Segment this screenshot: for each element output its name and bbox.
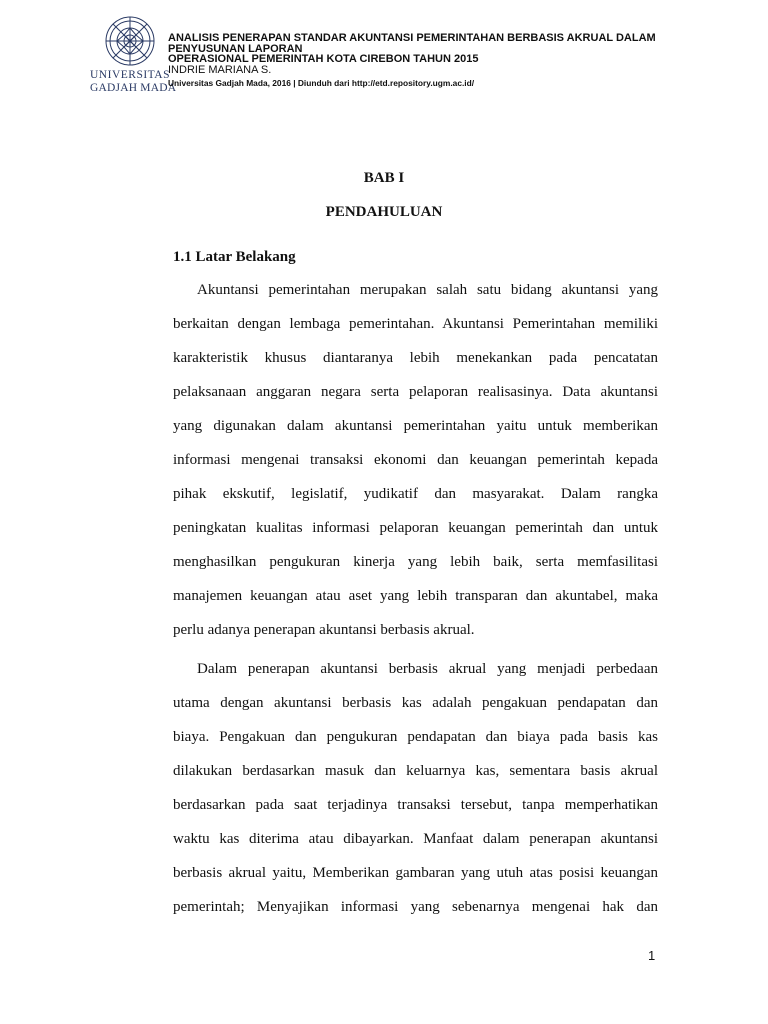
university-logo — [90, 15, 177, 97]
paragraph-line: berkaitan dengan lembaga pemerintahan. Akuntansi Pemerintahan memiliki — [173, 316, 658, 332]
paragraph-line: pemerintah; Menyajikan informasi yang sebenarnya mengenai hak dan — [173, 899, 658, 915]
paragraph-line: waktu kas diterima atau dibayarkan. Manfaat dalam penerapan akuntansi — [173, 831, 658, 847]
logo-wordmark-line1: UNIVERSITAS — [90, 69, 170, 81]
paragraph-line: manajemen keuangan atau aset yang lebih transparan dan akuntabel, maka — [173, 588, 658, 604]
paragraph-line: berbasis akrual yaitu, Memberikan gambaran yang utuh atas posisi keuangan — [173, 865, 658, 881]
paragraph-2 — [173, 660, 658, 932]
paragraph-line: pihak ekskutif, legislatif, yudikatif dan masyarakat. Dalam rangka — [173, 486, 658, 502]
paragraph-line: yang digunakan dalam akuntansi pemerintahan yaitu untuk memberikan — [173, 418, 658, 434]
paragraph-line: pelaksanaan anggaran negara serta pelaporan realisasinya. Data akuntansi — [173, 384, 658, 400]
header-source: Universitas Gadjah Mada, 2016 | Diunduh dari http://etd.repository.ugm.ac.id/ — [168, 78, 475, 88]
paragraph-line: Akuntansi pemerintahan merupakan salah satu bidang akuntansi yang — [197, 282, 658, 298]
paragraph-line: Dalam penerapan akuntansi berbasis akrual yang menjadi perbedaan — [197, 661, 658, 677]
header-author: INDRIE MARIANA S. — [168, 63, 272, 76]
header-title-line2: PENYUSUNAN LAPORAN — [168, 42, 303, 55]
header-title-line3: OPERASIONAL PEMERINTAH KOTA CIREBON TAHUN 2015 — [168, 53, 479, 65]
logo-wordmark-line2: GADJAH MADA — [90, 82, 177, 94]
paragraph-line: biaya. Pengakuan dan pengukuran pendapatan dan biaya pada basis kas — [173, 729, 658, 745]
paragraph-line: menghasilkan pengukuran kinerja yang lebih baik, serta memfasilitasi — [173, 554, 658, 570]
paragraph-line: dilakukan berdasarkan masuk dan keluarnya kas, sementara basis akrual — [173, 763, 658, 779]
paragraph-1 — [173, 281, 658, 655]
paragraph-line: berdasarkan pada saat terjadinya transaksi tersebut, tanpa memperhatikan — [173, 797, 658, 813]
header-text-block — [168, 33, 758, 89]
header-title-line1: ANALISIS PENERAPAN STANDAR AKUNTANSI PEMERINTAHAN BERBASIS AKRUAL DALAM — [168, 32, 656, 44]
paragraph-line: peningkatan kualitas informasi pelaporan keuangan pemerintah dan untuk — [173, 520, 658, 536]
chapter-number: BAB I — [363, 170, 405, 186]
paragraph-line: perlu adanya penerapan akuntansi berbasis akrual. — [173, 622, 475, 638]
university-seal-icon — [104, 15, 156, 67]
page-number: 1 — [648, 948, 656, 963]
section-title: 1.1 Latar Belakang — [173, 249, 296, 265]
paragraph-line: utama dengan akuntansi berbasis kas adalah pengakuan pendapatan dan — [173, 695, 658, 711]
document-header — [0, 0, 768, 100]
paragraph-line: informasi mengenai transaksi ekonomi dan keuangan pemerintah kepada — [173, 452, 658, 468]
paragraph-line: karakteristik khusus diantaranya lebih menekankan pada pencatatan — [173, 350, 658, 366]
chapter-title: PENDAHULUAN — [325, 204, 443, 220]
